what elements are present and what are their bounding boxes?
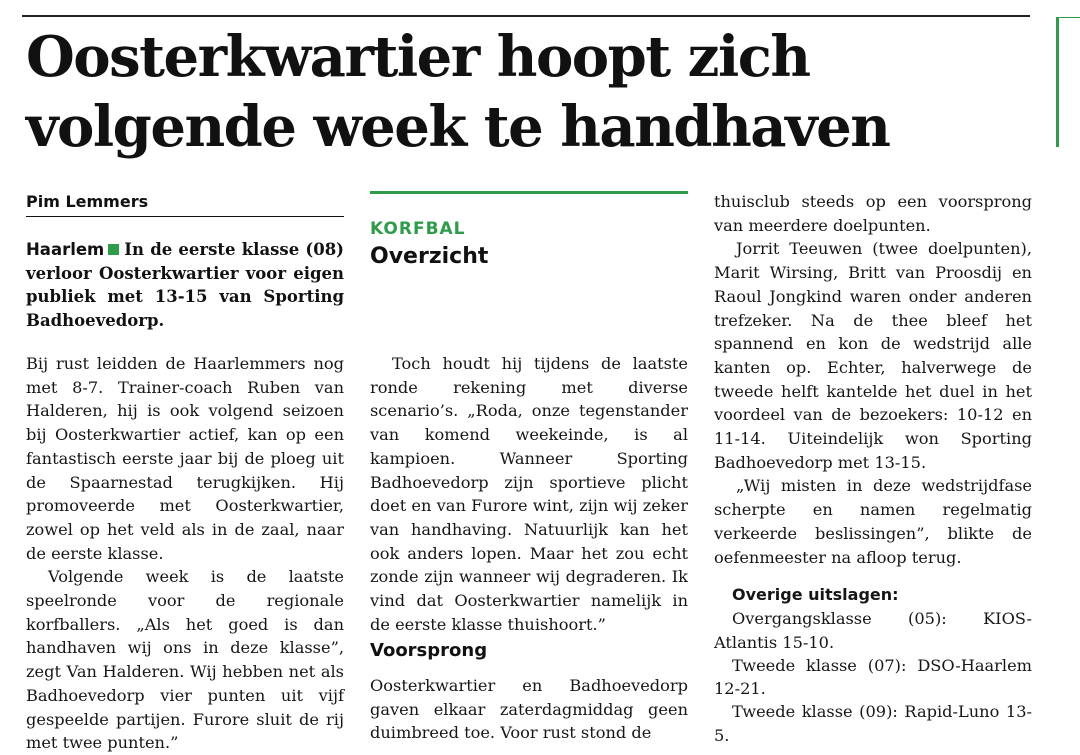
article-column-3	[714, 190, 1032, 569]
result-item: Overgangsklasse (05): KIOS-Atlantis 15-10.	[714, 609, 1032, 652]
paragraph: Volgende week is de laatste speelronde voor de regionale korfballers. „Als het goed is dan handhaven wij ons in deze klasse”, zegt Van Halderen. Wij hebben net als Badhoevedorp vier punten uit vijf gespeelde partijen. Furore sluit de rij met twee punten.”	[26, 567, 344, 753]
intro-text: In de eerste klasse (08) verloor Oosterkwartier voor eigen publiek met 13-15 van Sporting Badhoevedorp.	[26, 240, 344, 330]
article-column-1	[26, 352, 344, 755]
intro-lead	[26, 238, 344, 332]
results-title: Overige uitslagen:	[732, 585, 899, 604]
results-box	[714, 583, 1032, 747]
paragraph: Oosterkwartier en Badhoevedorp gaven elkaar zaterdagmiddag geen duimbreed toe. Voor rust stond de	[370, 676, 688, 743]
paragraph: Bij rust leidden de Haarlemmers nog met 8-7. Trainer-coach Ruben van Halderen, hij is ook volgend seizoen bij Oosterkwartier actief, kan op een fantastisch eerste jaar bij de ploeg uit de Spaarnestad terugkijken. Hij promoveerde met Oosterkwartier, zowel op het veld als in de zaal, naar de eerste klasse.	[26, 354, 344, 563]
paragraph: Toch houdt hij tijdens de laatste ronde rekening met diverse scenario’s. „Roda, onze tegenstander van komend weekeinde, is al kampioen. Wanneer Sporting Badhoevedorp zijn sportieve plicht doet en van Furore wint, zijn wij zeker van handhaving. Natuurlijk kan het ook anders lopen. Maar het zou echt zonde zijn wanneer wij degraderen. Ik vind dat Oosterkwartier namelijk in de eerste klasse thuishoort.”	[370, 354, 688, 634]
side-accent-bar	[1056, 17, 1059, 147]
article-column-2-continued	[370, 674, 688, 745]
paragraph: Jorrit Teeuwen (twee doelpunten), Marit Wirsing, Britt van Proosdij en Raoul Jongkind waren onder anderen trefzeker. Na de thee bleef het spannend en kon de wedstrijd alle kanten op. Echter, halverwege de tweede helft kantelde het duel in het voordeel van de bezoekers: 10-12 en 11-14. Uiteindelijk won Sporting Badhoevedorp met 13-15.	[714, 239, 1032, 472]
section-kicker: KORFBAL	[370, 219, 466, 239]
dateline-place: Haarlem	[26, 240, 105, 259]
green-square-icon	[108, 244, 119, 255]
article-column-2	[370, 352, 688, 636]
paragraph: thuisclub steeds op een voorsprong van meerdere doelpunten.	[714, 192, 1032, 235]
section-rule	[370, 191, 688, 194]
paragraph: „Wij misten in deze wedstrijdfase scherpte en namen regelmatig verkeerde beslissingen”, blikte de oefenmeester na afloop terug.	[714, 476, 1032, 567]
byline: Pim Lemmers	[26, 192, 344, 217]
headline-line-1: Oosterkwartier hoopt zich	[26, 24, 810, 90]
result-item: Tweede klasse (07): DSO-Haarlem 12-21.	[714, 655, 1032, 699]
section-title: Overzicht	[370, 244, 489, 269]
headline-line-2: volgende week te handhaven	[26, 94, 890, 160]
side-accent-rule	[1059, 17, 1080, 18]
section-box	[370, 191, 688, 269]
subheading: Voorsprong	[370, 640, 488, 661]
headline	[26, 22, 1036, 162]
top-rule	[22, 15, 1030, 17]
result-item: Tweede klasse (09): Rapid-Luno 13-5.	[714, 702, 1032, 745]
